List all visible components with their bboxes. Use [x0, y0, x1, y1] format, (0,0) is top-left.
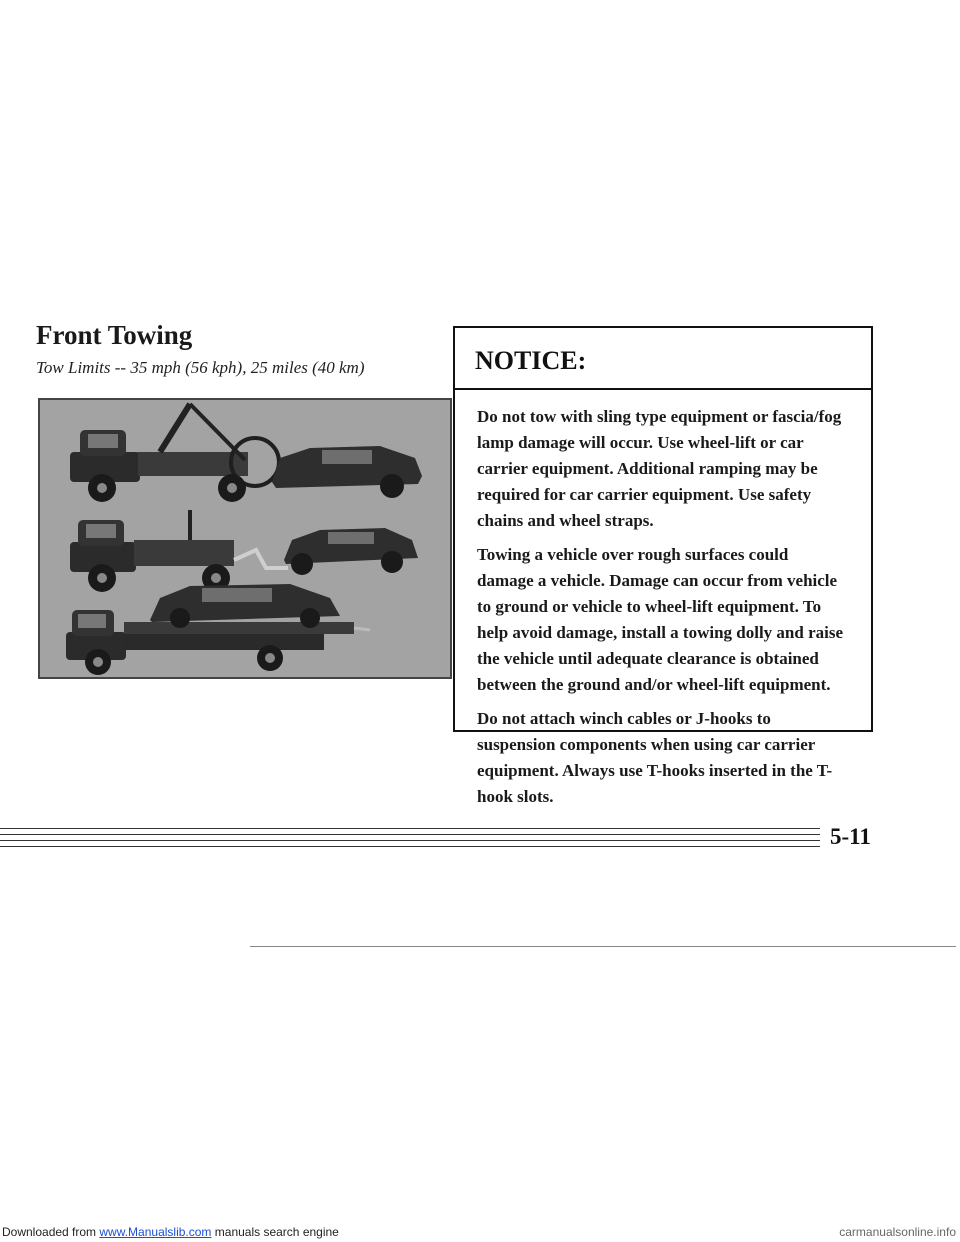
page-rule	[0, 840, 820, 841]
section-title: Front Towing	[36, 320, 193, 350]
towing-illustration-svg	[40, 400, 450, 677]
footer-suffix: manuals search engine	[211, 1225, 339, 1239]
tow-limits-subtitle: Tow Limits -- 35 mph (56 kph), 25 miles (40 km)	[36, 358, 365, 377]
page-rule	[0, 834, 820, 835]
notice-heading: NOTICE:	[455, 328, 871, 390]
notice-box	[453, 326, 873, 806]
notice-paragraph: Towing a vehicle over rough surfaces could damage a vehicle. Damage can occur from vehicle to ground or vehicle to wheel-lift equipment. To help avoid damage, install a towing dolly and raise the vehicle until adequate clearance is obtained between the ground and/or wheel-lift equipment.	[477, 545, 844, 694]
notice-body	[455, 390, 871, 810]
download-footer	[0, 1222, 960, 1242]
page-rule	[0, 828, 820, 829]
footer-prefix: Downloaded from	[2, 1225, 100, 1239]
watermark: carmanualsonline.info	[839, 1225, 956, 1239]
towing-illustration	[38, 398, 452, 679]
page-number: 5-11	[830, 824, 871, 849]
manualslib-link[interactable]: www.Manualslib.com	[99, 1225, 212, 1239]
page-rule	[0, 846, 820, 847]
page-rule	[250, 946, 956, 947]
notice-paragraph: Do not attach winch cables or J-hooks to suspension components when using car carrier equipment. Always use T-hooks inserted in the T-hook slots.	[477, 709, 833, 806]
notice-paragraph: Do not tow with sling type equipment or fascia/fog lamp damage will occur. Use wheel-lift or car carrier equipment. Additional ramping may be required for car carrier equipment. Use safety chains and wheel straps.	[477, 407, 842, 530]
